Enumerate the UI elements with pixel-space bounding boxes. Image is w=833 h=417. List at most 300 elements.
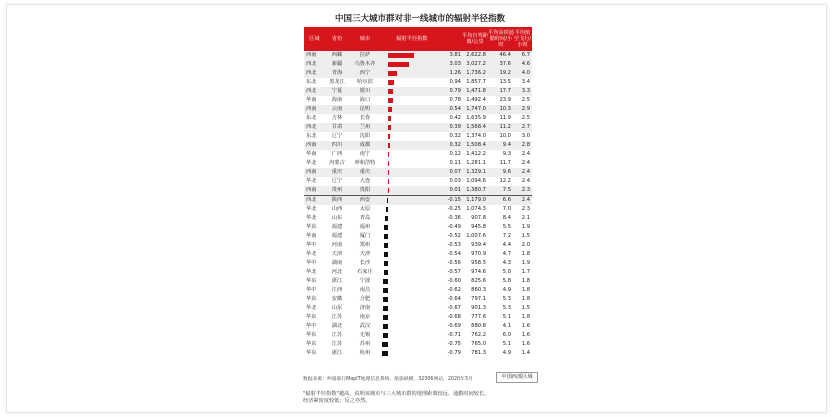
cell-flight-time: 4.0 <box>521 70 530 76</box>
cell-flight-time: 3.3 <box>521 88 530 94</box>
cell-rail-time: 5.0 <box>502 269 511 275</box>
cell-index: -0.52 <box>447 233 461 239</box>
cell-region: 华中 <box>306 260 317 266</box>
index-bar <box>383 297 388 302</box>
footnote <box>303 391 543 405</box>
cell-province: 陕西 <box>331 197 343 203</box>
cell-index: 1.26 <box>449 70 461 76</box>
cell-province: 湖北 <box>331 323 343 329</box>
cell-region: 西北 <box>306 70 317 76</box>
cell-index: -0.49 <box>447 224 461 230</box>
cell-region: 华南 <box>306 151 317 157</box>
cell-drive-distance: 1,857.7 <box>466 79 486 85</box>
cell-region: 华东 <box>306 332 317 338</box>
cell-province: 内蒙古 <box>329 160 345 166</box>
cell-flight-time: 3.4 <box>521 79 530 85</box>
cell-province: 四川 <box>331 142 343 148</box>
index-bar <box>383 324 388 329</box>
cell-flight-time: 2.3 <box>521 187 530 193</box>
cell-flight-time: 2.1 <box>521 215 530 221</box>
cell-rail-time: 17.7 <box>499 88 511 94</box>
index-bar <box>383 288 388 293</box>
cell-drive-distance: 825.6 <box>471 278 486 284</box>
table-row <box>304 331 532 340</box>
table-row <box>304 105 532 114</box>
cell-city: 兰州 <box>359 124 371 130</box>
cell-index: 0.54 <box>449 106 461 112</box>
cell-flight-time: 1.8 <box>521 287 530 293</box>
cell-region: 华东 <box>306 278 317 284</box>
cell-index: -0.64 <box>447 296 461 302</box>
cell-rail-time: 46.4 <box>499 52 511 58</box>
header-drive-distance: 平均自驾距离/公里 <box>462 33 488 45</box>
cell-region: 华东 <box>306 296 317 302</box>
index-bar <box>388 80 394 85</box>
cell-index: -0.62 <box>447 287 461 293</box>
cell-city: 沈阳 <box>359 133 371 139</box>
table-header <box>304 27 532 51</box>
cell-drive-distance: 765.0 <box>471 341 486 347</box>
cell-region: 华北 <box>306 178 317 184</box>
index-bar <box>388 107 392 112</box>
cell-city: 青岛 <box>359 215 371 221</box>
cell-index: -0.25 <box>447 206 461 212</box>
index-bar <box>388 62 409 67</box>
index-bar <box>386 207 388 212</box>
cell-region: 华东 <box>306 224 317 230</box>
cell-index: -0.67 <box>447 305 461 311</box>
cell-region: 华南 <box>306 97 317 103</box>
cell-city: 海口 <box>359 97 371 103</box>
table-row <box>304 177 532 186</box>
table-row <box>304 205 532 214</box>
cell-flight-time: 1.8 <box>521 296 530 302</box>
cell-index: 0.78 <box>449 97 461 103</box>
cell-index: -0.53 <box>447 242 461 248</box>
index-bar <box>388 89 393 94</box>
table-row <box>304 259 532 268</box>
cell-region: 华北 <box>306 206 317 212</box>
table-row <box>304 250 532 259</box>
cell-drive-distance: 1,736.2 <box>466 70 486 76</box>
cell-region: 东北 <box>306 133 317 139</box>
cell-region: 华中 <box>306 242 317 248</box>
cell-rail-time: 9.3 <box>502 151 511 157</box>
cell-city: 西安 <box>359 197 371 203</box>
cell-province: 浙江 <box>331 278 343 284</box>
cell-drive-distance: 797.1 <box>471 296 486 302</box>
cell-region: 华中 <box>306 287 317 293</box>
cell-drive-distance: 3,027.2 <box>466 61 486 67</box>
index-bar <box>384 225 388 230</box>
index-bar <box>384 252 388 257</box>
index-bar <box>388 98 393 103</box>
cell-city: 苏州 <box>359 341 371 347</box>
cell-drive-distance: 1,094.6 <box>466 178 486 184</box>
cell-city: 南宁 <box>359 151 371 157</box>
cell-province: 江西 <box>331 287 343 293</box>
cell-rail-time: 11.7 <box>499 160 511 166</box>
cell-flight-time: 1.9 <box>521 260 530 266</box>
table-row <box>304 268 532 277</box>
cell-city: 银川 <box>359 88 371 94</box>
cell-drive-distance: 1,007.6 <box>466 233 486 239</box>
cell-index: 0.79 <box>449 88 461 94</box>
cell-region: 华北 <box>306 160 317 166</box>
cell-province: 辽宁 <box>331 178 343 184</box>
cell-rail-time: 6.6 <box>502 197 511 203</box>
cell-rail-time: 23.9 <box>499 97 511 103</box>
cell-city: 西宁 <box>359 70 371 76</box>
cell-index: 0.01 <box>449 187 461 193</box>
index-bar <box>388 143 390 148</box>
cell-index: 3.81 <box>449 52 461 58</box>
cell-region: 华东 <box>306 341 317 347</box>
table-row <box>304 132 532 141</box>
legend-western-region: 中国西部区域 <box>496 372 538 383</box>
cell-drive-distance: 1,074.3 <box>466 206 486 212</box>
cell-region: 华北 <box>306 305 317 311</box>
header-region: 区域 <box>309 36 320 42</box>
cell-city: 南昌 <box>359 287 371 293</box>
index-bar <box>388 188 389 193</box>
cell-rail-time: 5.3 <box>502 296 511 302</box>
table-row <box>304 214 532 223</box>
table-row <box>304 196 532 205</box>
table-row <box>304 277 532 286</box>
cell-drive-distance: 860.3 <box>471 287 486 293</box>
cell-flight-time: 1.5 <box>521 233 530 239</box>
cell-rail-time: 19.2 <box>499 70 511 76</box>
cell-drive-distance: 1,329.1 <box>466 169 486 175</box>
cell-flight-time: 2.5 <box>521 115 530 121</box>
cell-flight-time: 2.0 <box>521 242 530 248</box>
cell-flight-time: 1.4 <box>521 350 530 356</box>
cell-province: 广西 <box>331 151 343 157</box>
cell-flight-time: 2.4 <box>521 169 530 175</box>
index-bar <box>383 306 388 311</box>
cell-drive-distance: 1,492.4 <box>466 97 486 103</box>
table-row <box>304 313 532 322</box>
table-row <box>304 322 532 331</box>
cell-province: 河北 <box>331 269 343 275</box>
index-bar <box>384 243 388 248</box>
index-bar <box>383 279 388 284</box>
table-row <box>304 96 532 105</box>
cell-index: 0.11 <box>449 160 461 166</box>
cell-province: 新疆 <box>331 61 343 67</box>
cell-rail-time: 5.1 <box>502 314 511 320</box>
cell-region: 东北 <box>306 115 317 121</box>
cell-flight-time: 6.7 <box>521 52 530 58</box>
table-row <box>304 168 532 177</box>
cell-drive-distance: 2,622.8 <box>466 52 486 58</box>
cell-flight-time: 1.7 <box>521 269 530 275</box>
cell-flight-time: 4.6 <box>521 61 530 67</box>
cell-region: 西南 <box>306 187 317 193</box>
cell-index: 0.32 <box>449 133 461 139</box>
cell-rail-time: 4.3 <box>502 260 511 266</box>
cell-index: -0.54 <box>447 251 461 257</box>
cell-drive-distance: 1,635.9 <box>466 115 486 121</box>
cell-province: 福建 <box>331 224 343 230</box>
cell-flight-time: 2.4 <box>521 178 530 184</box>
cell-region: 东北 <box>306 79 317 85</box>
cell-drive-distance: 880.8 <box>471 323 486 329</box>
cell-index: 0.39 <box>449 124 461 130</box>
data-table <box>304 27 532 358</box>
table-row <box>304 150 532 159</box>
cell-index: -0.15 <box>447 197 461 203</box>
cell-province: 湖南 <box>331 260 343 266</box>
table-row <box>304 186 532 195</box>
cell-rail-time: 10.3 <box>499 106 511 112</box>
cell-drive-distance: 945.8 <box>471 224 486 230</box>
cell-index: -0.79 <box>447 350 461 356</box>
cell-city: 郑州 <box>359 242 371 248</box>
header-rail-time: 平均高铁通勤时间/小时 <box>488 30 514 48</box>
cell-rail-time: 4.9 <box>502 350 511 356</box>
cell-flight-time: 2.7 <box>521 124 530 130</box>
cell-drive-distance: 1,747.0 <box>466 106 486 112</box>
cell-index: -0.69 <box>447 323 461 329</box>
header-province: 省份 <box>331 36 343 42</box>
cell-province: 贵州 <box>331 187 343 193</box>
cell-city: 太原 <box>359 206 371 212</box>
cell-flight-time: 1.9 <box>521 224 530 230</box>
cell-rail-time: 7.0 <box>502 206 511 212</box>
cell-rail-time: 9.6 <box>502 169 511 175</box>
cell-drive-distance: 1,374.0 <box>466 133 486 139</box>
cell-region: 西南 <box>306 142 317 148</box>
cell-rail-time: 5.8 <box>502 278 511 284</box>
table-row <box>304 87 532 96</box>
footnote-line: "辐射半径指数"越高，说明该城市与三大城市群的地理距离较远、通勤时间较长， <box>303 391 490 397</box>
index-bar <box>385 216 388 221</box>
cell-region: 西南 <box>306 52 317 58</box>
table-row <box>304 114 532 123</box>
cell-flight-time: 1.8 <box>521 314 530 320</box>
cell-city: 重庆 <box>359 169 371 175</box>
cell-index: 0.03 <box>449 178 461 184</box>
cell-drive-distance: 939.4 <box>471 242 486 248</box>
table-row <box>304 159 532 168</box>
table-row <box>304 223 532 232</box>
cell-city: 呼和浩特 <box>354 160 376 166</box>
table-row <box>304 295 532 304</box>
cell-province: 云南 <box>331 106 343 112</box>
cell-city: 大连 <box>359 178 371 184</box>
cell-rail-time: 10.0 <box>499 133 511 139</box>
cell-region: 华北 <box>306 215 317 221</box>
table-row <box>304 60 532 69</box>
cell-city: 无锡 <box>359 332 371 338</box>
cell-city: 宁波 <box>359 278 371 284</box>
cell-index: -0.57 <box>447 269 461 275</box>
table-row <box>304 286 532 295</box>
cell-flight-time: 2.4 <box>521 160 530 166</box>
header-index: 辐射半径指数 <box>396 36 428 42</box>
cell-rail-time: 7.5 <box>502 187 511 193</box>
cell-drive-distance: 1,568.4 <box>466 124 486 130</box>
footnote-line: 经济紧密度较低；反之亦然。 <box>303 398 371 404</box>
index-bar <box>388 125 391 130</box>
table-body <box>304 51 532 358</box>
cell-city: 拉萨 <box>359 52 371 58</box>
cell-drive-distance: 958.5 <box>471 260 486 266</box>
cell-drive-distance: 1,412.2 <box>466 151 486 157</box>
cell-rail-time: 4.4 <box>502 242 511 248</box>
cell-province: 甘肃 <box>331 124 343 130</box>
cell-province: 黑龙江 <box>329 79 345 85</box>
cell-rail-time: 11.9 <box>499 115 511 121</box>
index-bar <box>388 53 414 58</box>
source-note: 数据来源：仲量联行MapIT地理信息系统，航旅纵横，32306网站，2020年3月 <box>303 377 473 382</box>
cell-province: 青海 <box>331 70 343 76</box>
cell-province: 西藏 <box>331 52 343 58</box>
cell-drive-distance: 907.8 <box>471 215 486 221</box>
index-bar <box>383 333 388 338</box>
chart-title: 中国三大城市群对非一线城市的辐射半径指数 <box>334 14 505 24</box>
cell-index: 3.03 <box>449 61 461 67</box>
cell-rail-time: 4.9 <box>502 287 511 293</box>
cell-city: 成都 <box>359 142 371 148</box>
cell-rail-time: 12.2 <box>499 178 511 184</box>
cell-drive-distance: 762.2 <box>471 332 486 338</box>
cell-region: 华东 <box>306 314 317 320</box>
cell-city: 合肥 <box>359 296 371 302</box>
table-row <box>304 304 532 313</box>
cell-index: -0.71 <box>447 332 461 338</box>
cell-region: 华南 <box>306 233 317 239</box>
index-bar <box>388 152 389 157</box>
cell-flight-time: 3.0 <box>521 133 530 139</box>
cell-index: 0.07 <box>449 169 461 175</box>
cell-region: 西南 <box>306 169 317 175</box>
index-bar <box>388 179 389 184</box>
cell-flight-time: 1.8 <box>521 251 530 257</box>
cell-region: 西北 <box>306 197 317 203</box>
table-row <box>304 349 532 358</box>
cell-index: -0.75 <box>447 341 461 347</box>
cell-rail-time: 5.5 <box>502 224 511 230</box>
cell-province: 河南 <box>331 242 343 248</box>
index-bar <box>384 261 388 266</box>
cell-drive-distance: 974.6 <box>471 269 486 275</box>
cell-rail-time: 9.4 <box>502 142 511 148</box>
cell-drive-distance: 1,508.4 <box>466 142 486 148</box>
cell-city: 乌鲁木齐 <box>354 61 376 67</box>
index-bar <box>382 342 388 347</box>
cell-province: 辽宁 <box>331 133 343 139</box>
table-row <box>304 241 532 250</box>
index-bar <box>384 270 388 275</box>
cell-city: 长春 <box>359 115 371 121</box>
cell-flight-time: 1.8 <box>521 278 530 284</box>
cell-province: 福建 <box>331 233 343 239</box>
cell-flight-time: 2.8 <box>521 142 530 148</box>
cell-drive-distance: 1,179.0 <box>466 197 486 203</box>
cell-city: 贵阳 <box>359 187 371 193</box>
cell-province: 安徽 <box>331 296 343 302</box>
cell-rail-time: 4.7 <box>502 251 511 257</box>
cell-rail-time: 5.1 <box>502 341 511 347</box>
cell-province: 山西 <box>331 206 343 212</box>
table-row <box>304 123 532 132</box>
cell-rail-time: 4.1 <box>502 323 511 329</box>
cell-city: 南京 <box>359 314 371 320</box>
table-row <box>304 78 532 87</box>
cell-index: -0.68 <box>447 314 461 320</box>
cell-index: 0.42 <box>449 115 461 121</box>
cell-drive-distance: 970.9 <box>471 251 486 257</box>
cell-index: -0.56 <box>447 260 461 266</box>
cell-region: 西南 <box>306 106 317 112</box>
table-row <box>304 340 532 349</box>
cell-province: 山东 <box>331 305 343 311</box>
index-bar <box>388 71 397 76</box>
cell-flight-time: 2.3 <box>521 206 530 212</box>
cell-index: 0.94 <box>449 79 461 85</box>
cell-rail-time: 7.2 <box>502 233 511 239</box>
cell-region: 西北 <box>306 61 317 67</box>
cell-city: 长沙 <box>359 260 371 266</box>
index-bar <box>382 351 388 356</box>
cell-province: 浙江 <box>331 350 343 356</box>
cell-province: 重庆 <box>331 169 343 175</box>
cell-drive-distance: 1,281.1 <box>466 160 486 166</box>
cell-province: 宁夏 <box>331 88 343 94</box>
cell-province: 天津 <box>331 251 343 257</box>
header-city: 城市 <box>359 36 371 42</box>
header-flight-time: 平均航空飞行/小时 <box>513 30 532 48</box>
cell-region: 华北 <box>306 269 317 275</box>
cell-flight-time: 2.4 <box>521 197 530 203</box>
table-row <box>304 69 532 78</box>
cell-drive-distance: 901.3 <box>471 305 486 311</box>
cell-flight-time: 2.4 <box>521 151 530 157</box>
cell-city: 济南 <box>359 305 371 311</box>
cell-city: 福州 <box>359 224 371 230</box>
cell-province: 江苏 <box>331 341 343 347</box>
index-bar <box>388 134 390 139</box>
cell-rail-time: 8.4 <box>502 215 511 221</box>
index-bar <box>388 116 391 121</box>
cell-region: 西北 <box>306 88 317 94</box>
index-bar <box>388 170 389 175</box>
cell-flight-time: 1.5 <box>521 305 530 311</box>
cell-city: 杭州 <box>359 350 371 356</box>
cell-drive-distance: 1,471.8 <box>466 88 486 94</box>
cell-region: 华中 <box>306 323 317 329</box>
table-row <box>304 51 532 60</box>
cell-province: 江苏 <box>331 332 343 338</box>
cell-drive-distance: 1,380.7 <box>466 187 486 193</box>
cell-index: 0.12 <box>449 151 461 157</box>
cell-city: 武汉 <box>359 323 371 329</box>
index-bar <box>388 161 389 166</box>
cell-province: 海南 <box>331 97 343 103</box>
cell-region: 西北 <box>306 124 317 130</box>
cell-index: -0.60 <box>447 278 461 284</box>
index-bar <box>383 315 388 320</box>
index-bar <box>387 198 388 203</box>
cell-flight-time: 2.5 <box>521 97 530 103</box>
cell-rail-time: 5.3 <box>502 305 511 311</box>
cell-flight-time: 1.6 <box>521 341 530 347</box>
cell-drive-distance: 781.3 <box>471 350 486 356</box>
table-row <box>304 232 532 241</box>
